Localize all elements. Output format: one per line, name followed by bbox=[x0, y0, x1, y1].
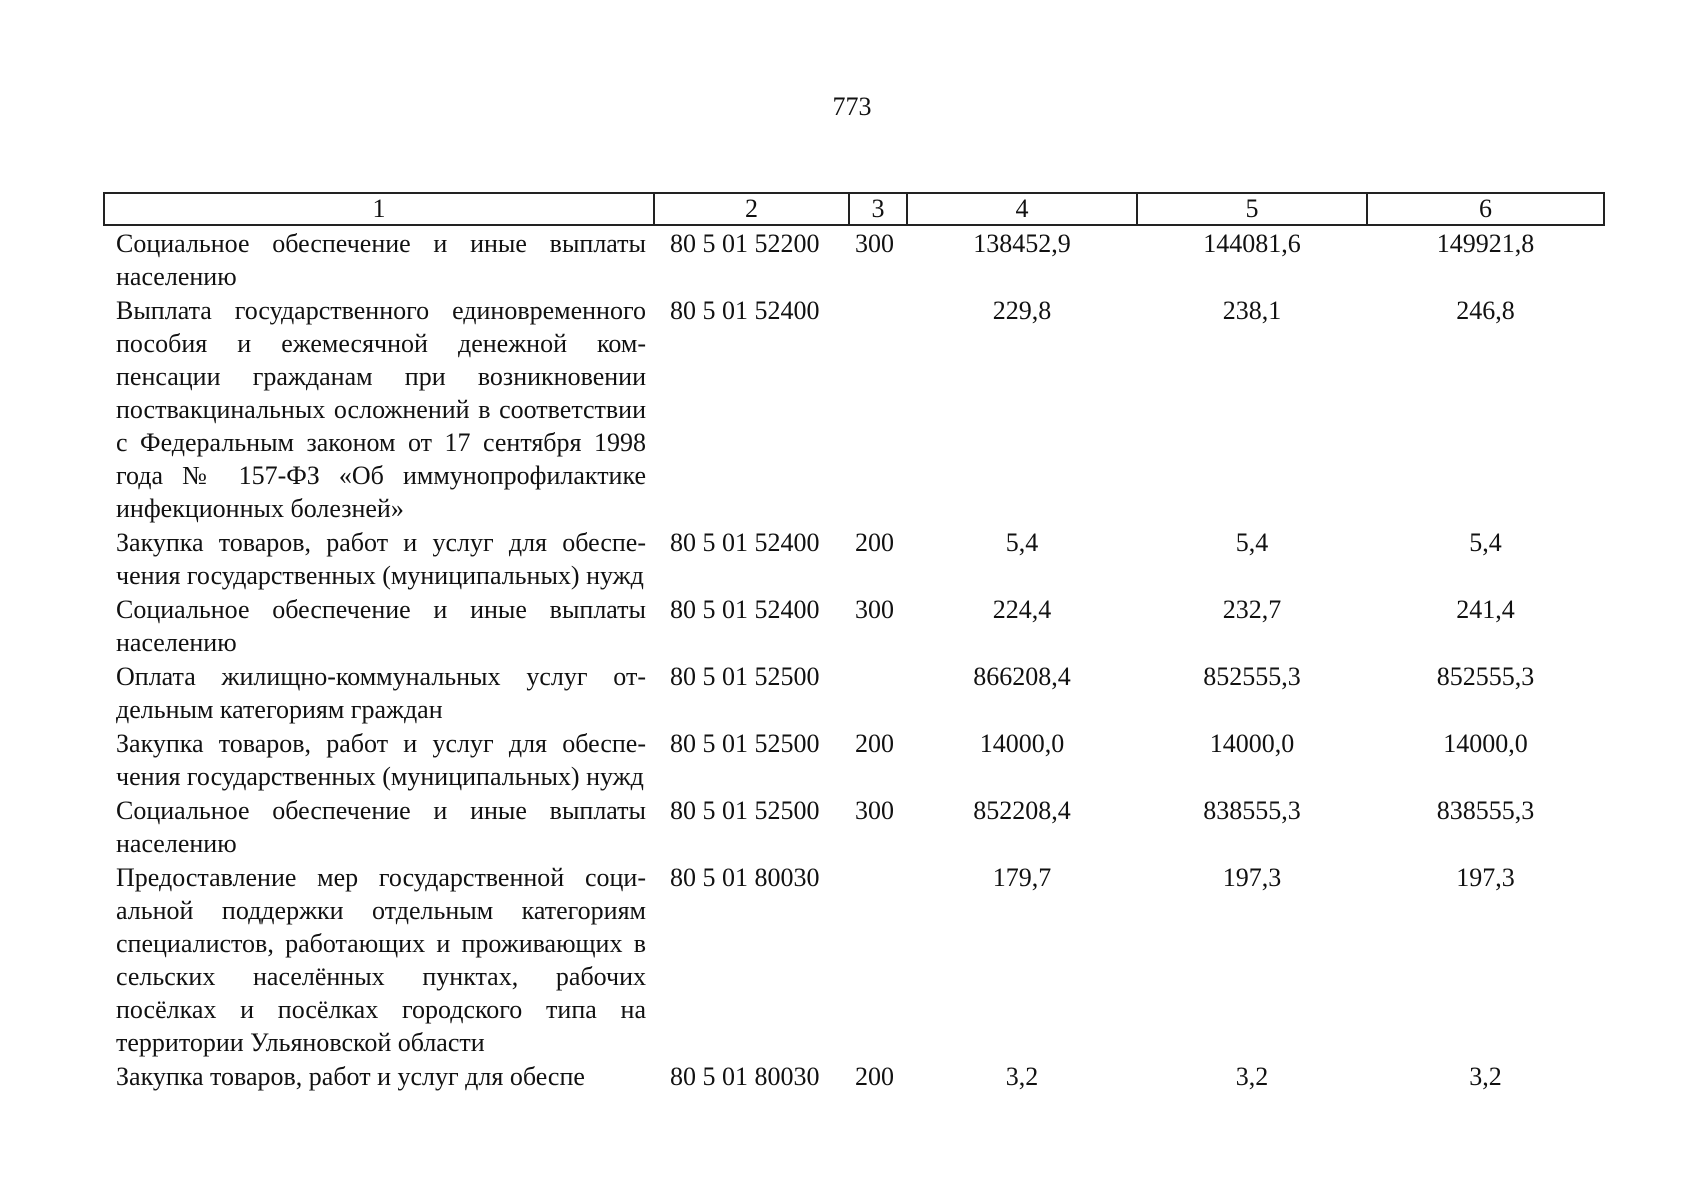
table-row bbox=[104, 860, 1604, 1059]
row-value-4: 224,4 bbox=[992, 595, 1052, 624]
row-value-5: 232,7 bbox=[1222, 595, 1282, 624]
row-value-4: 852208,4 bbox=[973, 796, 1071, 825]
row-value-5: 14000,0 bbox=[1209, 729, 1295, 758]
row-value-4: 866208,4 bbox=[973, 662, 1071, 691]
page-number bbox=[0, 92, 1696, 122]
row-expense-type bbox=[849, 860, 907, 1059]
header-cell-3: 3 bbox=[849, 193, 907, 225]
row-value-6: 14000,0 bbox=[1443, 729, 1528, 758]
header-row bbox=[104, 193, 1604, 225]
row-value-6: 149921,8 bbox=[1436, 229, 1535, 258]
row-value-5: 852555,3 bbox=[1203, 662, 1301, 691]
row-value-6: 246,8 bbox=[1456, 296, 1515, 325]
row-expense-type: 300 bbox=[855, 595, 894, 624]
table-row bbox=[104, 225, 1604, 293]
table-row bbox=[104, 659, 1604, 726]
row-value-4: 179,7 bbox=[992, 863, 1052, 892]
table-row bbox=[104, 592, 1604, 659]
row-value-6: 852555,3 bbox=[1436, 662, 1535, 691]
row-value-6: 197,3 bbox=[1456, 863, 1515, 892]
table-row bbox=[104, 726, 1604, 793]
row-description: Предоставление мер государственной социальной поддержки отдельным категориям специалистов, работающих и проживающих в сельских населённых пунктах, рабочих посёлках и посёлках городского типа на территории Ульяновской области bbox=[116, 863, 646, 1057]
row-value-6: 5,4 bbox=[1469, 528, 1502, 557]
row-value-6: 838555,3 bbox=[1436, 796, 1535, 825]
row-description: Социальное обеспечение и иные выплаты населению bbox=[116, 229, 646, 291]
row-code: 80 5 01 80030 bbox=[670, 863, 820, 892]
row-description: Социальное обеспечение и иные выплаты населению bbox=[116, 796, 646, 858]
row-value-6: 3,2 bbox=[1469, 1062, 1502, 1091]
row-code: 80 5 01 52200 bbox=[670, 229, 820, 258]
row-expense-type: 300 bbox=[855, 796, 894, 825]
row-value-5: 3,2 bbox=[1235, 1062, 1269, 1091]
row-description: Выплата государственного единовременного пособия и ежемесячной денежной компенсации гражданам при возникновении поствакцинальных осложнений в соответствии с Федеральным законом от 17 сентября 1998 года № 157-ФЗ «Об иммунопрофилактике инфекционных болезней» bbox=[116, 296, 646, 523]
row-value-4: 138452,9 bbox=[973, 229, 1071, 258]
row-expense-type: 300 bbox=[855, 229, 894, 258]
budget-table bbox=[103, 192, 1605, 1093]
row-description: Закупка товаров, работ и услуг для обеспечения государственных (муниципальных) нужд bbox=[116, 729, 646, 791]
row-code: 80 5 01 52400 bbox=[670, 296, 820, 325]
row-expense-type bbox=[849, 659, 907, 726]
row-value-4: 14000,0 bbox=[979, 729, 1065, 758]
row-expense-type: 200 bbox=[855, 729, 894, 758]
table-body bbox=[104, 225, 1604, 1093]
row-code: 80 5 01 52500 bbox=[670, 662, 820, 691]
row-description: Закупка товаров, работ и услуг для обеспечения государственных (муниципальных) нужд bbox=[116, 528, 646, 590]
table-row bbox=[104, 1059, 1604, 1093]
row-value-5: 238,1 bbox=[1222, 296, 1282, 325]
row-description: Оплата жилищно-коммунальных услуг отдельным категориям граждан bbox=[116, 662, 646, 724]
row-value-6: 241,4 bbox=[1456, 595, 1515, 624]
row-code: 80 5 01 52500 bbox=[670, 796, 820, 825]
row-code: 80 5 01 52400 bbox=[670, 528, 820, 557]
row-value-5: 144081,6 bbox=[1203, 229, 1301, 258]
row-code: 80 5 01 52500 bbox=[670, 729, 820, 758]
table-row bbox=[104, 793, 1604, 860]
header-cell-1: 1 bbox=[104, 193, 654, 225]
table-row bbox=[104, 525, 1604, 592]
row-value-5: 5,4 bbox=[1235, 528, 1269, 557]
row-description: Закупка товаров, работ и услуг для обеспе bbox=[116, 1062, 585, 1091]
header-cell-4: 4 bbox=[907, 193, 1137, 225]
row-value-5: 197,3 bbox=[1222, 863, 1282, 892]
row-code: 80 5 01 80030 bbox=[670, 1062, 820, 1091]
row-expense-type bbox=[849, 293, 907, 525]
row-value-4: 3,2 bbox=[1005, 1062, 1039, 1091]
page-number-text: 773 bbox=[832, 92, 872, 121]
row-expense-type: 200 bbox=[855, 1062, 894, 1091]
header-cell-2: 2 bbox=[654, 193, 849, 225]
table-row bbox=[104, 293, 1604, 525]
row-value-5: 838555,3 bbox=[1203, 796, 1301, 825]
table-header bbox=[104, 193, 1604, 225]
row-expense-type: 200 bbox=[855, 528, 894, 557]
header-cell-5: 5 bbox=[1137, 193, 1367, 225]
row-description: Социальное обеспечение и иные выплаты населению bbox=[116, 595, 646, 657]
row-value-4: 5,4 bbox=[1005, 528, 1039, 557]
header-cell-6: 6 bbox=[1367, 193, 1604, 225]
row-value-4: 229,8 bbox=[992, 296, 1052, 325]
row-code: 80 5 01 52400 bbox=[670, 595, 820, 624]
